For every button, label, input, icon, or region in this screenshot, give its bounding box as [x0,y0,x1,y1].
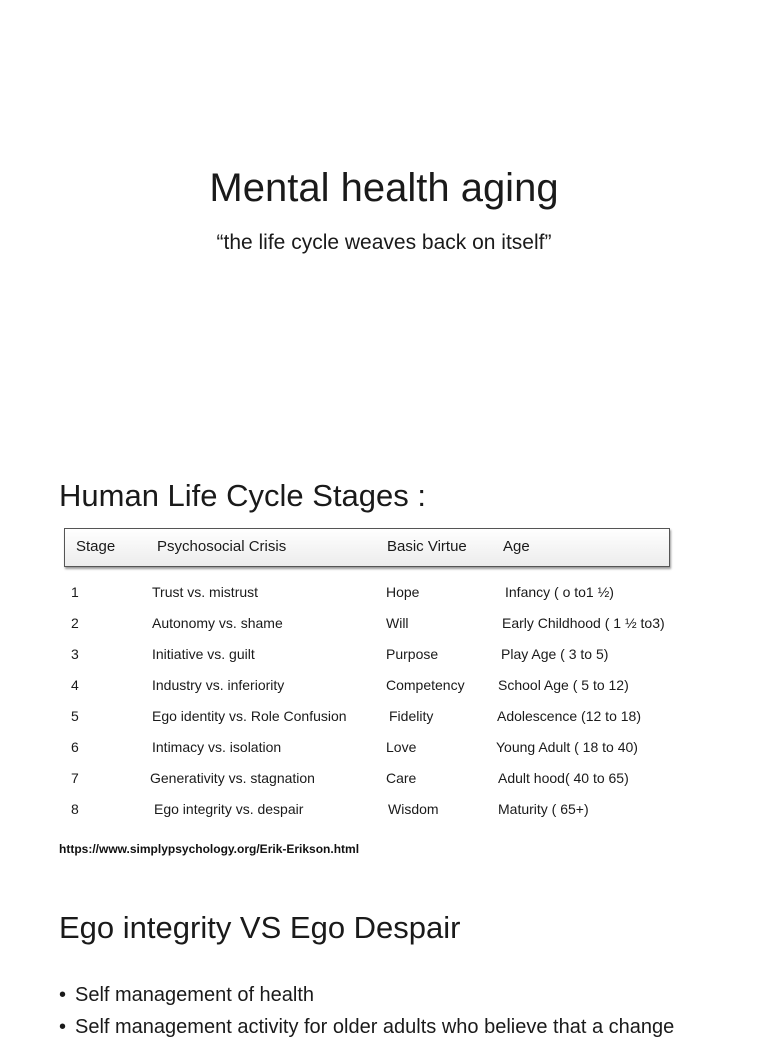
stages-heading: Human Life Cycle Stages : [59,478,427,513]
psychosocial-crisis: Industry vs. inferiority [152,677,285,693]
age-range: Adolescence (12 to 18) [497,708,641,724]
stage-number: 7 [71,770,79,786]
basic-virtue: Wisdom [388,801,439,817]
table-row [64,615,684,646]
basic-virtue: Fidelity [389,708,434,724]
basic-virtue: Care [386,770,417,786]
psychosocial-crisis: Autonomy vs. shame [152,615,283,631]
psychosocial-crisis: Ego integrity vs. despair [154,801,304,817]
header-age: Age [503,538,530,555]
psychosocial-crisis: Ego identity vs. Role Confusion [152,708,347,724]
table-row [64,801,684,832]
bullet-list [59,982,759,1046]
stage-number: 2 [71,615,79,631]
basic-virtue: Love [386,739,417,755]
slide-subtitle: “the life cycle weaves back on itself” [216,231,552,254]
stage-number: 8 [71,801,79,817]
basic-virtue: Purpose [386,646,439,662]
header-virtue: Basic Virtue [387,538,467,555]
age-range: Adult hood( 40 to 65) [498,770,629,786]
stage-number: 4 [71,677,79,693]
ego-heading: Ego integrity VS Ego Despair [59,910,461,945]
table-row [64,584,684,615]
age-range: Maturity ( 65+) [498,801,589,817]
psychosocial-crisis: Intimacy vs. isolation [152,739,282,755]
header-stage: Stage [76,538,116,555]
psychosocial-crisis: Generativity vs. stagnation [150,770,315,786]
age-range: Early Childhood ( 1 ½ to3) [502,615,665,631]
age-range: Young Adult ( 18 to 40) [496,739,638,755]
table-header [64,528,670,567]
slide-title: Mental health aging [209,166,559,210]
list-item [59,1014,759,1046]
table-row [64,770,684,801]
basic-virtue: Competency [386,677,465,693]
basic-virtue: Hope [386,584,420,600]
table-row [64,739,684,770]
stage-number: 5 [71,708,79,724]
basic-virtue: Will [386,615,409,631]
psychosocial-crisis: Trust vs. mistrust [152,584,259,600]
bullet-text: Self management of health [75,984,315,1006]
stage-number: 1 [71,584,79,600]
table-row [64,708,684,739]
bullet-icon: • [59,1016,67,1038]
header-crisis: Psychosocial Crisis [157,538,287,555]
age-range: Play Age ( 3 to 5) [501,646,609,662]
age-range: Infancy ( o to1 ½) [505,584,614,600]
table-row [64,646,684,677]
stage-number: 6 [71,739,79,755]
bullet-icon: • [59,984,67,1006]
table-row [64,677,684,708]
bullet-text: Self management activity for older adults who believe that a change [75,1016,675,1038]
source-link[interactable]: https://www.simplypsychology.org/Erik-Erikson.html [59,842,360,856]
psychosocial-crisis: Initiative vs. guilt [152,646,255,662]
list-item [59,982,759,1014]
stages-table [64,578,684,828]
stage-number: 3 [71,646,79,662]
age-range: School Age ( 5 to 12) [498,677,629,693]
